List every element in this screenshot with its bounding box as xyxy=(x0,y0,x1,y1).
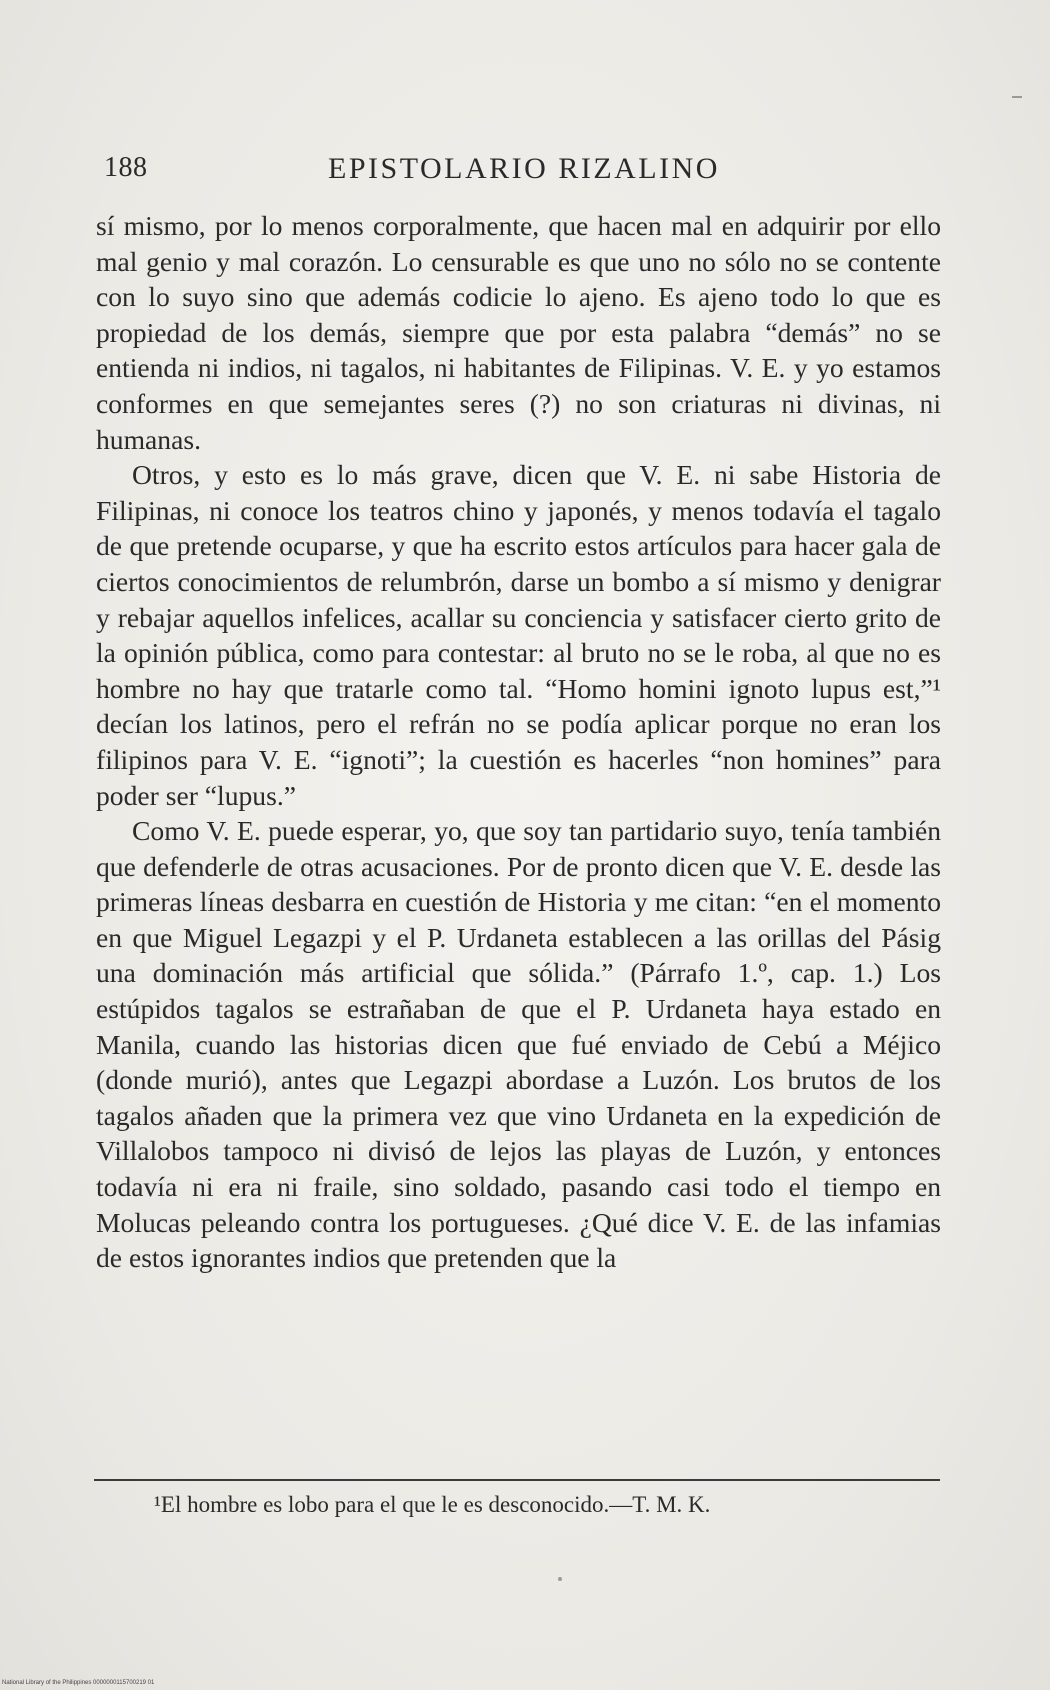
paragraph-3: Como V. E. puede esperar, yo, que soy tan partidario suyo, tenía también que defenderle de otras acusaciones. Por de pronto dicen que V. E. desde las primeras líneas desbarra en cuestión de Historia y me citan: “en el momento en que Miguel Legazpi y el P. Urdaneta establecen a las orillas del Pásig una dominación más artificial que sólida.” (Párrafo 1.º, cap. 1.) Los estúpidos tagalos se estrañaban de que el P. Urdaneta haya estado en Manila, cuando las historias dicen que fué enviado de Cebú a Méjico (donde murió), antes que Legazpi abordase a Luzón. Los brutos de los tagalos añaden que la primera vez que vino Urdaneta en la expedición de Villalobos tampoco ni divisó de lejos las playas de Luzón, y entonces todavía ni era ni fraile, sino soldado, pasando casi todo el tiempo en Molucas peleando contra los portugueses. ¿Qué dice V. E. de las infamias de estos ignorantes indios que pretenden que la xyxy=(96,815,941,1274)
paragraph-2: Otros, y esto es lo más grave, dicen que V. E. ni sabe Historia de Filipinas, ni conoce los teatros chino y japonés, y menos todavía el tagalo de que pretende ocuparse, y que ha escrito estos artículos para hacer gala de ciertos conocimientos de relumbrón, darse un bombo a sí mismo y denigrar y rebajar aquellos infelices, acallar su conciencia y satisfacer cierto grito de la opinión pública, como para contestar: al bruto no se le roba, al que no es hombre no hay que tratarle como tal. “Homo homini ignoto lupus est,”¹ decían los latinos, pero el refrán no se podía aplicar porque no eran los filipinos para V. E. “ignoti”; la cuestión es hacerles “non homines” para poder ser “lupus.” xyxy=(96,459,941,811)
paragraph-1: sí mismo, por lo menos corporalmente, que hacen mal en adquirir por ello mal genio y mal corazón. Lo censurable es que uno no sólo no se contente con lo suyo sino que además codicie lo ajeno. Es ajeno todo lo que es propiedad de los demás, siempre que por esta palabra “demás” no se entienda ni indios, ni tagalos, ni habitantes de Filipinas. V. E. y yo estamos conformes en que semejantes seres (?) no son criaturas ni divinas, ni humanas. xyxy=(96,210,941,455)
page-number: 188 xyxy=(104,152,148,183)
scan-speck xyxy=(1012,96,1022,98)
footnote-divider xyxy=(94,1479,940,1481)
footnote: ¹El hombre es lobo para el que le es desconocido.—T. M. K. xyxy=(154,1492,711,1517)
page-header xyxy=(104,148,944,188)
scan-speck xyxy=(558,1577,562,1581)
body-text xyxy=(96,208,941,1276)
scan-credit: National Library of the Philippines 0000000115700219 01 xyxy=(2,1680,155,1686)
running-title: EPISTOLARIO RIZALINO xyxy=(328,152,720,185)
